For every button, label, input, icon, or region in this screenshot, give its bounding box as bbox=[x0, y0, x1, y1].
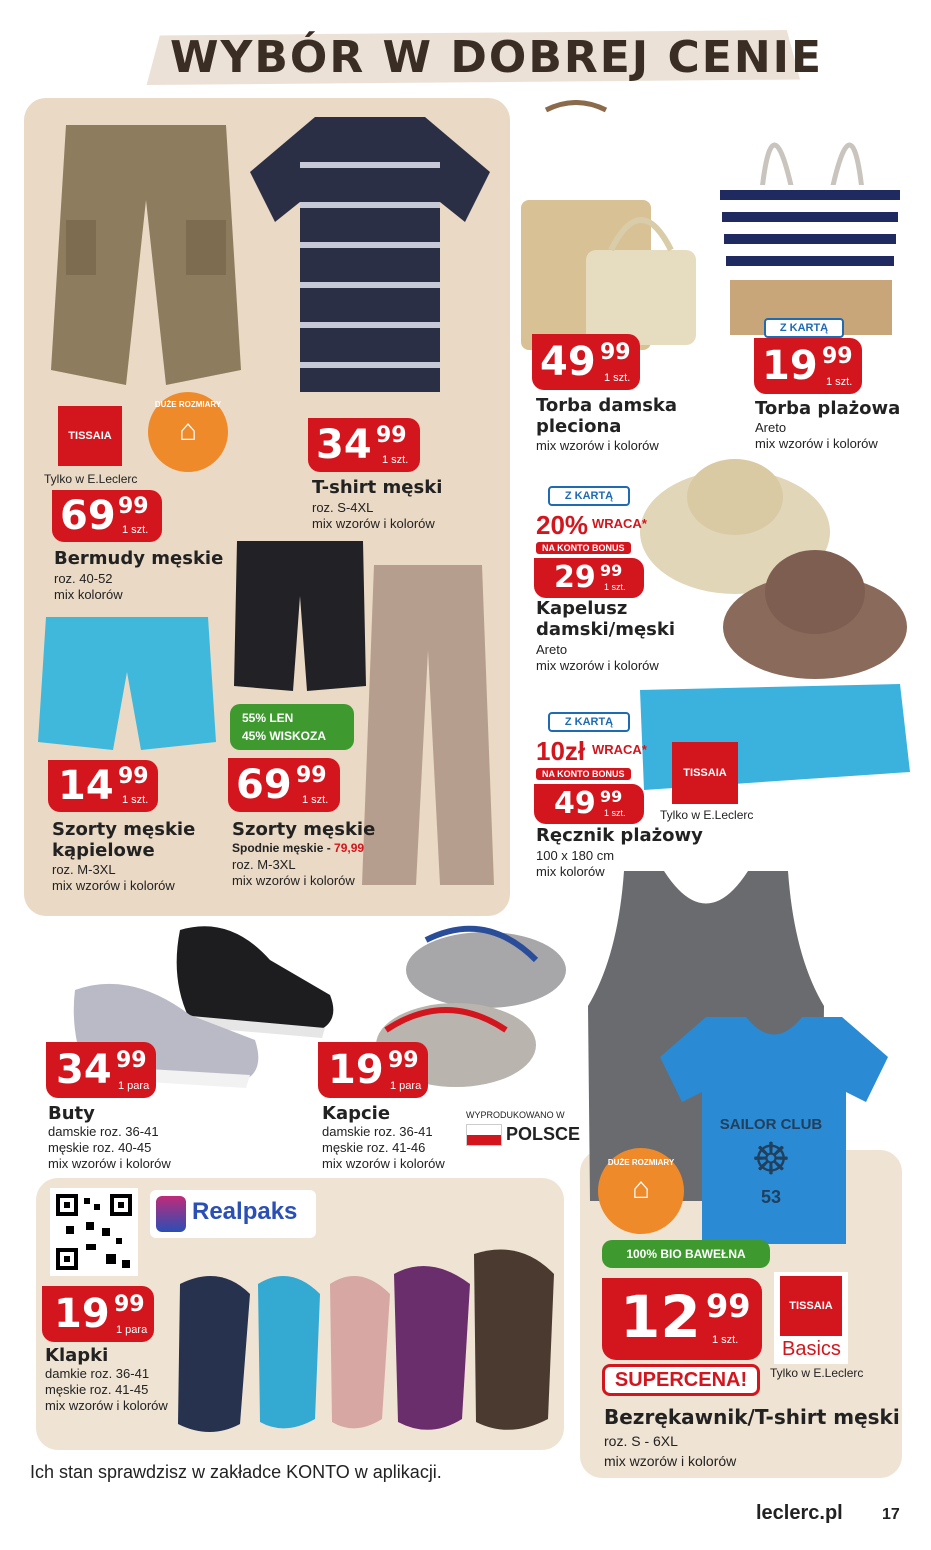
supercena-badge bbox=[602, 1364, 760, 1396]
bermudy-price-main: 69 bbox=[60, 493, 116, 539]
recznik-tissaia-logo bbox=[672, 742, 738, 804]
bezrekawnik-line-1: roz. S - 6XL bbox=[604, 1433, 678, 1449]
szorty-kapielowe-price-main: 14 bbox=[58, 763, 114, 809]
szorty-kapielowe-price-cents: 99 bbox=[118, 764, 149, 789]
ship-wheel-icon: ☸ bbox=[751, 1135, 791, 1184]
torba-damska-image bbox=[516, 100, 716, 350]
klapki-price-unit: 1 para bbox=[116, 1324, 148, 1336]
tshirt-price-main: 34 bbox=[316, 422, 372, 468]
torba-damska-price-main: 49 bbox=[540, 339, 596, 385]
kapcie-price-box bbox=[318, 1042, 428, 1098]
recznik-price-box bbox=[534, 784, 644, 824]
tissaia-basics-logo bbox=[774, 1272, 848, 1364]
realpaks-logo-icon bbox=[156, 1196, 186, 1232]
buty-line-1: damskie roz. 36-41 bbox=[48, 1124, 159, 1139]
kapelusz-name-2: damski/męski bbox=[536, 619, 676, 640]
szorty-meskie-material-2: 45% WISKOZA bbox=[242, 729, 327, 743]
duze-rozmiary-badge bbox=[148, 392, 228, 472]
klapki-name: Klapki bbox=[45, 1345, 109, 1366]
recznik-wraca bbox=[536, 736, 648, 784]
bezrekawnik-price-cents: 99 bbox=[706, 1287, 751, 1325]
kapcie-price-cents: 99 bbox=[388, 1048, 419, 1073]
kapelusz-price-cents: 99 bbox=[600, 561, 623, 580]
tissaia-logo bbox=[58, 406, 122, 466]
tshirt-name: T-shirt męski bbox=[312, 477, 443, 498]
klapki-line-3: mix wzorów i kolorów bbox=[45, 1398, 168, 1413]
kapcie-name: Kapcie bbox=[322, 1103, 391, 1124]
torba-plazowa-name: Torba plażowa bbox=[755, 398, 901, 419]
recznik-wraca-value: 10zł bbox=[536, 736, 586, 766]
tshirt-price-cents: 99 bbox=[376, 423, 407, 448]
torba-damska-line-1: mix wzorów i kolorów bbox=[536, 438, 659, 453]
bezrekawnik-duze-rozmiary-text: DUŻE ROZMIARY bbox=[607, 1158, 675, 1167]
klapki-price-main: 19 bbox=[54, 1291, 110, 1337]
tissaia-basics-logo-box bbox=[780, 1276, 842, 1336]
bezrekawnik-name: Bezrękawnik/T-shirt męski bbox=[604, 1405, 900, 1429]
klapki-price-box bbox=[42, 1286, 154, 1342]
spodnie-meskie-image bbox=[354, 560, 502, 890]
torba-damska-name-2: pleciona bbox=[536, 416, 622, 437]
buty-price-unit: 1 para bbox=[118, 1080, 150, 1092]
torba-plazowa-card-label: Z KARTĄ bbox=[779, 322, 829, 334]
szorty-kapielowe-name-1: Szorty męskie bbox=[52, 819, 196, 840]
kapelusz-line-1: Areto bbox=[536, 642, 568, 657]
buty-line-3: mix wzorów i kolorów bbox=[48, 1156, 171, 1171]
tshirt-price-unit: 1 szt. bbox=[382, 454, 409, 466]
kapelusz-image bbox=[640, 452, 910, 688]
szorty-meskie-price-unit: 1 szt. bbox=[302, 794, 329, 806]
spodnie-meskie-line bbox=[232, 841, 364, 855]
buty-price-main: 34 bbox=[56, 1047, 112, 1093]
bezrekawnik-price-main: 12 bbox=[620, 1283, 701, 1351]
torba-plazowa-price-main: 19 bbox=[762, 343, 818, 389]
kapelusz-card-label: Z KARTĄ bbox=[564, 490, 614, 502]
kapelusz-wraca-value: 20% bbox=[536, 510, 589, 540]
torba-damska-price-box bbox=[532, 334, 640, 390]
recznik-line-1: 100 x 180 cm bbox=[536, 848, 615, 863]
kapcie-line-2: męskie roz. 41-46 bbox=[322, 1140, 426, 1155]
kapcie-line-1: damskie roz. 36-41 bbox=[322, 1124, 433, 1139]
recznik-name: Ręcznik plażowy bbox=[536, 825, 703, 846]
qr-code-icon[interactable] bbox=[50, 1188, 138, 1276]
torba-plazowa-image bbox=[712, 100, 908, 340]
torba-plazowa-line-2: mix wzorów i kolorów bbox=[755, 436, 878, 451]
szorty-meskie-line-1: roz. M-3XL bbox=[232, 857, 296, 872]
realpaks-logo bbox=[150, 1190, 316, 1238]
tshirt-price-box bbox=[308, 418, 420, 472]
szorty-meskie-material-1: 55% LEN bbox=[242, 711, 294, 725]
recznik-card-badge bbox=[548, 712, 630, 732]
buty-name: Buty bbox=[48, 1103, 95, 1124]
kapelusz-price-main: 29 bbox=[554, 560, 596, 595]
spodnie-meskie-price: 79,99 bbox=[334, 841, 365, 855]
torba-plazowa-price-box bbox=[754, 338, 862, 394]
realpaks-logo-text: Realpaks bbox=[192, 1198, 298, 1225]
klapki-image bbox=[170, 1244, 556, 1440]
bermudy-line-1: roz. 40-52 bbox=[54, 571, 113, 586]
tshirt-image bbox=[245, 112, 495, 398]
kapelusz-price-unit: 1 szt. bbox=[604, 582, 626, 592]
szorty-meskie-image bbox=[232, 536, 368, 694]
kapcie-line-3: mix wzorów i kolorów bbox=[322, 1156, 445, 1171]
bermudy-name: Bermudy męskie bbox=[54, 548, 224, 569]
recznik-wraca-label: WRACA* bbox=[592, 742, 647, 757]
recznik-card-label: Z KARTĄ bbox=[564, 716, 614, 728]
recznik-price-cents: 99 bbox=[600, 787, 623, 806]
recznik-brand-text: TISSAIA bbox=[683, 767, 727, 779]
bezrekawnik-hanger-icon: ⌂ bbox=[631, 1172, 651, 1205]
bermudy-line-2: mix kolorów bbox=[54, 587, 123, 602]
szorty-meskie-material-badge bbox=[230, 704, 354, 750]
szorty-meskie-price-main: 69 bbox=[236, 762, 292, 808]
kapelusz-card-badge bbox=[548, 486, 630, 506]
recznik-line-2: mix kolorów bbox=[536, 864, 605, 879]
kapelusz-wraca-label: WRACA* bbox=[592, 516, 647, 531]
szorty-kapielowe-line-2: mix wzorów i kolorów bbox=[52, 878, 175, 893]
hanger-icon: ⌂ bbox=[178, 414, 198, 447]
kapelusz-name-1: Kapelusz bbox=[536, 598, 628, 619]
made-in-country: POLSCE bbox=[506, 1124, 581, 1144]
bermudy-note: Tylko w E.Leclerc bbox=[44, 472, 138, 486]
klapki-line-2: męskie roz. 41-45 bbox=[45, 1382, 149, 1397]
sailor-club-number: 53 bbox=[760, 1187, 782, 1207]
footer-site-link[interactable]: leclerc.pl bbox=[756, 1502, 843, 1524]
klapki-line-1: damkie roz. 36-41 bbox=[45, 1366, 150, 1381]
supercena-text: SUPERCENA! bbox=[614, 1369, 748, 1391]
page-title: WYBÓR W DOBREJ CENIE bbox=[170, 32, 824, 83]
bermudy-price-cents: 99 bbox=[118, 494, 149, 519]
torba-damska-price-unit: 1 szt. bbox=[604, 372, 631, 384]
bio-bawelna-text: 100% BIO BAWEŁNA bbox=[626, 1247, 746, 1261]
torba-plazowa-price-unit: 1 szt. bbox=[826, 376, 853, 388]
szorty-kapielowe-price-box bbox=[48, 760, 158, 812]
sailor-club-text: SAILOR CLUB bbox=[719, 1116, 823, 1133]
kapcie-price-unit: 1 para bbox=[390, 1080, 422, 1092]
szorty-meskie-line-2: mix wzorów i kolorów bbox=[232, 873, 355, 888]
recznik-wraca-sub: NA KONTO BONUS bbox=[536, 768, 631, 780]
footer-info-text: Ich stan sprawdzisz w zakładce KONTO w aplikacji. bbox=[30, 1462, 442, 1482]
buty-line-2: męskie roz. 40-45 bbox=[48, 1140, 152, 1155]
duze-rozmiary-text: DUŻE ROZMIARY bbox=[154, 400, 222, 409]
bermudy-image bbox=[46, 120, 246, 410]
bezrekawnik-note: Tylko w E.Leclerc bbox=[770, 1366, 864, 1380]
torba-plazowa-line-1: Areto bbox=[755, 420, 787, 435]
page-number: 17 bbox=[882, 1506, 900, 1523]
made-in-label: WYPRODUKOWANO W bbox=[466, 1110, 565, 1120]
bermudy-price-box bbox=[52, 490, 162, 542]
szorty-kapielowe-name-2: kąpielowe bbox=[52, 840, 155, 861]
szorty-meskie-price-cents: 99 bbox=[296, 763, 327, 788]
torba-plazowa-price-cents: 99 bbox=[822, 344, 853, 369]
tshirt-line-1: roz. S-4XL bbox=[312, 500, 374, 515]
szorty-kapielowe-image bbox=[36, 612, 218, 754]
recznik-note: Tylko w E.Leclerc bbox=[660, 808, 754, 822]
bezrekawnik-duze-rozmiary-badge bbox=[598, 1148, 684, 1234]
tissaia-basics-brand: TISSAIA bbox=[789, 1300, 833, 1312]
torba-plazowa-card-badge bbox=[764, 318, 844, 338]
made-in-poland-badge bbox=[466, 1110, 581, 1148]
kapcie-price-main: 19 bbox=[328, 1047, 384, 1093]
tissaia-logo-text: TISSAIA bbox=[68, 430, 112, 442]
bezrekawnik-price-box bbox=[602, 1278, 762, 1360]
torba-damska-price-cents: 99 bbox=[600, 340, 631, 365]
basics-label: Basics bbox=[782, 1338, 841, 1360]
tshirt-line-2: mix wzorów i kolorów bbox=[312, 516, 435, 531]
kapelusz-line-2: mix wzorów i kolorów bbox=[536, 658, 659, 673]
kapelusz-price-box bbox=[534, 558, 644, 598]
bezrekawnik-price-unit: 1 szt. bbox=[712, 1334, 739, 1346]
szorty-kapielowe-price-unit: 1 szt. bbox=[122, 794, 149, 806]
sailor-club-print bbox=[716, 1116, 826, 1226]
kapelusz-wraca-sub: NA KONTO BONUS bbox=[536, 542, 631, 554]
recznik-price-unit: 1 szt. bbox=[604, 808, 626, 818]
kapelusz-wraca bbox=[536, 510, 648, 558]
poland-flag-icon bbox=[466, 1124, 502, 1146]
bezrekawnik-line-2: mix wzorów i kolorów bbox=[604, 1453, 737, 1469]
szorty-meskie-name: Szorty męskie bbox=[232, 819, 376, 840]
spodnie-meskie-label: Spodnie męskie - bbox=[232, 841, 335, 855]
szorty-kapielowe-line-1: roz. M-3XL bbox=[52, 862, 116, 877]
buty-price-cents: 99 bbox=[116, 1048, 147, 1073]
bio-bawelna-badge bbox=[602, 1240, 770, 1268]
torba-damska-name-1: Torba damska bbox=[536, 395, 678, 416]
buty-price-box bbox=[46, 1042, 156, 1098]
recznik-price-main: 49 bbox=[554, 786, 596, 821]
szorty-meskie-price-box bbox=[228, 758, 340, 812]
klapki-price-cents: 99 bbox=[114, 1292, 145, 1317]
bermudy-price-unit: 1 szt. bbox=[122, 524, 149, 536]
